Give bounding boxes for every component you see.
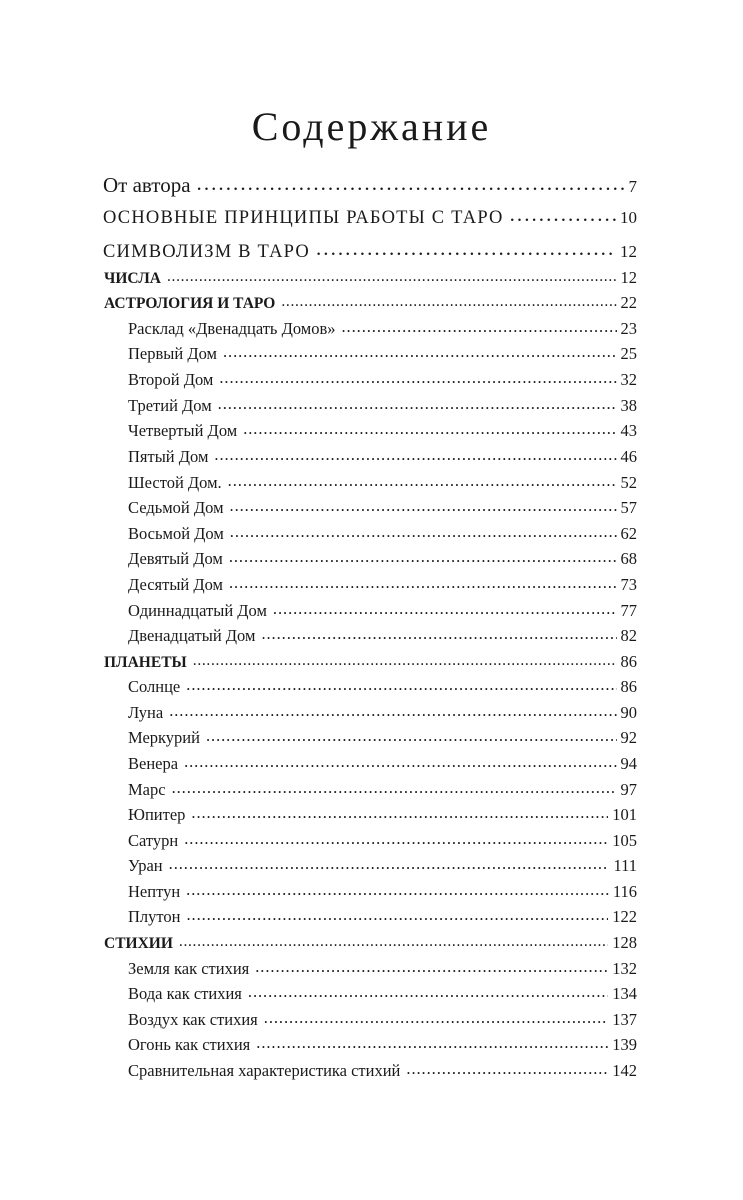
toc-entry-page: 77 (620, 601, 637, 620)
toc-entry[interactable] (128, 1008, 637, 1032)
toc-entry-page: 97 (620, 780, 637, 799)
toc-entry-page: 132 (612, 959, 637, 978)
toc-entry[interactable] (128, 778, 637, 802)
toc-entry-page: 12 (620, 242, 637, 261)
toc-entry[interactable] (128, 905, 637, 929)
toc-entry-page: 128 (612, 933, 637, 952)
toc-entry[interactable] (128, 803, 637, 827)
toc-entry-label: Меркурий (128, 728, 200, 747)
toc-entry-page: 7 (628, 177, 637, 196)
toc-entry[interactable] (128, 854, 637, 878)
dot-leader (179, 930, 608, 954)
dot-leader (193, 649, 617, 673)
toc-entry[interactable] (104, 291, 637, 315)
toc-entry-label: Юпитер (128, 805, 186, 824)
toc-entry[interactable] (103, 235, 637, 265)
toc-entry[interactable] (128, 1033, 637, 1057)
toc-entry-label: Расклад «Двенадцать Домов» (128, 319, 336, 338)
toc-entry[interactable] (128, 573, 637, 597)
toc-entry-label: Вода как стихия (128, 984, 242, 1003)
toc-entry-label: Второй Дом (128, 370, 214, 389)
toc-entry[interactable] (128, 471, 637, 495)
dot-leader (406, 1057, 608, 1081)
dot-leader (214, 443, 616, 467)
toc-entry-page: 46 (620, 447, 637, 466)
dot-leader (230, 494, 617, 518)
toc-entry[interactable] (128, 599, 637, 623)
toc-entry-label: СИМВОЛИЗМ В ТАРО (103, 242, 310, 262)
dot-leader (229, 545, 617, 569)
dot-leader (228, 469, 617, 493)
dot-leader (191, 801, 608, 825)
toc-entry-label: Воздух как стихия (128, 1010, 258, 1029)
toc-entry-label: Одиннадцатый Дом (128, 601, 267, 620)
toc-entry-page: 52 (620, 473, 637, 492)
dot-leader (261, 622, 616, 646)
toc-entry[interactable] (128, 1059, 637, 1083)
toc-entry-label: Сатурн (128, 831, 179, 850)
toc-entry-label: Десятый Дом (128, 575, 223, 594)
toc-entry[interactable] (128, 675, 637, 699)
dot-leader (281, 290, 616, 314)
toc-entry[interactable] (128, 957, 637, 981)
toc-entry-label: Марс (128, 780, 166, 799)
dot-leader (248, 980, 608, 1004)
toc-entry[interactable] (128, 726, 637, 750)
toc-entry-page: 137 (612, 1010, 637, 1029)
dot-leader (169, 699, 616, 723)
toc-entry-label: Пятый Дом (128, 447, 209, 466)
toc-entry[interactable] (128, 317, 637, 341)
toc-entry[interactable] (128, 752, 637, 776)
dot-leader (229, 571, 617, 595)
toc-entry-label: Венера (128, 754, 179, 773)
toc-entry-page: 90 (620, 703, 637, 722)
toc-entry-page: 82 (620, 626, 637, 645)
toc-entry[interactable] (128, 496, 637, 520)
toc-entry-page: 116 (612, 882, 637, 901)
toc-entry-page: 22 (620, 293, 637, 312)
toc-entry[interactable] (103, 201, 637, 231)
dot-leader (223, 340, 617, 364)
toc-entry-label: АСТРОЛОГИЯ И ТАРО (104, 295, 276, 312)
toc-entry-page: 62 (620, 524, 637, 543)
toc-entry-page: 73 (620, 575, 637, 594)
dot-leader (218, 392, 617, 416)
toc-entry-page: 38 (620, 396, 637, 415)
toc-entry[interactable] (128, 624, 637, 648)
toc-entry-label: Луна (128, 703, 164, 722)
toc-entry[interactable] (104, 931, 637, 955)
toc-entry-label: Восьмой Дом (128, 524, 224, 543)
toc-entry-page: 68 (620, 549, 637, 568)
toc-entry[interactable] (128, 368, 637, 392)
toc-entry[interactable] (128, 394, 637, 418)
dot-leader (273, 597, 617, 621)
toc-entry[interactable] (128, 547, 637, 571)
dot-leader (186, 878, 609, 902)
toc-entry-label: Девятый Дом (128, 549, 223, 568)
dot-leader (206, 724, 617, 748)
page-title: Содержание (251, 104, 492, 149)
toc-entry-page: 25 (620, 344, 637, 363)
toc-entry-page: 122 (612, 907, 637, 926)
toc-entry[interactable] (103, 170, 637, 200)
dot-leader (230, 520, 617, 544)
toc-entry-page: 105 (612, 831, 637, 850)
toc-entry-page: 57 (620, 498, 637, 517)
toc-entry[interactable] (128, 419, 637, 443)
toc-entry-label: Нептун (128, 882, 181, 901)
dot-leader (184, 827, 608, 851)
dot-leader (342, 315, 617, 339)
toc-entry-label: Земля как стихия (128, 959, 250, 978)
toc-entry-label: Первый Дом (128, 344, 217, 363)
toc-entry-label: Огонь как стихия (128, 1035, 251, 1054)
dot-leader (197, 168, 625, 198)
toc-entry[interactable] (104, 266, 637, 290)
toc-entry[interactable] (128, 880, 637, 904)
toc-entry-page: 134 (612, 984, 637, 1003)
toc-entry-page: 142 (612, 1061, 637, 1080)
toc-entry-label: ОСНОВНЫЕ ПРИНЦИПЫ РАБОТЫ С ТАРО (103, 208, 504, 228)
toc-entry-label: Седьмой Дом (128, 498, 224, 517)
toc-entry[interactable] (128, 342, 637, 366)
toc-entry-label: Уран (128, 856, 163, 875)
dot-leader (510, 199, 616, 229)
toc-entry[interactable] (128, 445, 637, 469)
toc-entry-page: 32 (620, 370, 637, 389)
toc-entry-page: 101 (612, 805, 637, 824)
toc-entry-label: ПЛАНЕТЫ (104, 654, 187, 671)
toc-entry-label: Шестой Дом. (128, 473, 222, 492)
toc-entry-page: 43 (620, 421, 637, 440)
toc-entry[interactable] (128, 701, 637, 725)
toc-entry-page: 111 (613, 856, 637, 875)
toc-entry-label: Плутон (128, 907, 181, 926)
toc-entry[interactable] (128, 982, 637, 1006)
toc-entry-label: Солнце (128, 677, 181, 696)
toc-entry-label: От автора (103, 173, 191, 197)
dot-leader (186, 903, 608, 927)
toc-entry-label: СТИХИИ (104, 935, 173, 952)
dot-leader (256, 1031, 608, 1055)
toc-entry-label: Двенадцатый Дом (128, 626, 256, 645)
toc-entry-label: Четвертый Дом (128, 421, 238, 440)
toc-entry-page: 94 (620, 754, 637, 773)
dot-leader (172, 776, 617, 800)
toc-entry-page: 86 (620, 677, 637, 696)
toc-entry-page: 139 (612, 1035, 637, 1054)
dot-leader (316, 233, 616, 263)
toc-entry-page: 92 (620, 728, 637, 747)
dot-leader (167, 265, 617, 289)
toc-entry-page: 86 (620, 652, 637, 671)
dot-leader (186, 673, 616, 697)
dot-leader (255, 955, 608, 979)
toc-entry-label: Третий Дом (128, 396, 212, 415)
dot-leader (169, 852, 610, 876)
toc-entry[interactable] (128, 829, 637, 853)
toc-entry[interactable] (128, 522, 637, 546)
toc-entry[interactable] (104, 650, 637, 674)
toc-entry-page: 23 (620, 319, 637, 338)
dot-leader (184, 750, 616, 774)
toc-entry-page: 12 (620, 268, 637, 287)
dot-leader (243, 417, 616, 441)
toc-entry-label: Сравнительная характеристика стихий (128, 1061, 401, 1080)
dot-leader (219, 366, 616, 390)
toc-entry-label: ЧИСЛА (104, 270, 161, 287)
toc-entry-page: 10 (620, 208, 637, 227)
dot-leader (264, 1006, 608, 1030)
